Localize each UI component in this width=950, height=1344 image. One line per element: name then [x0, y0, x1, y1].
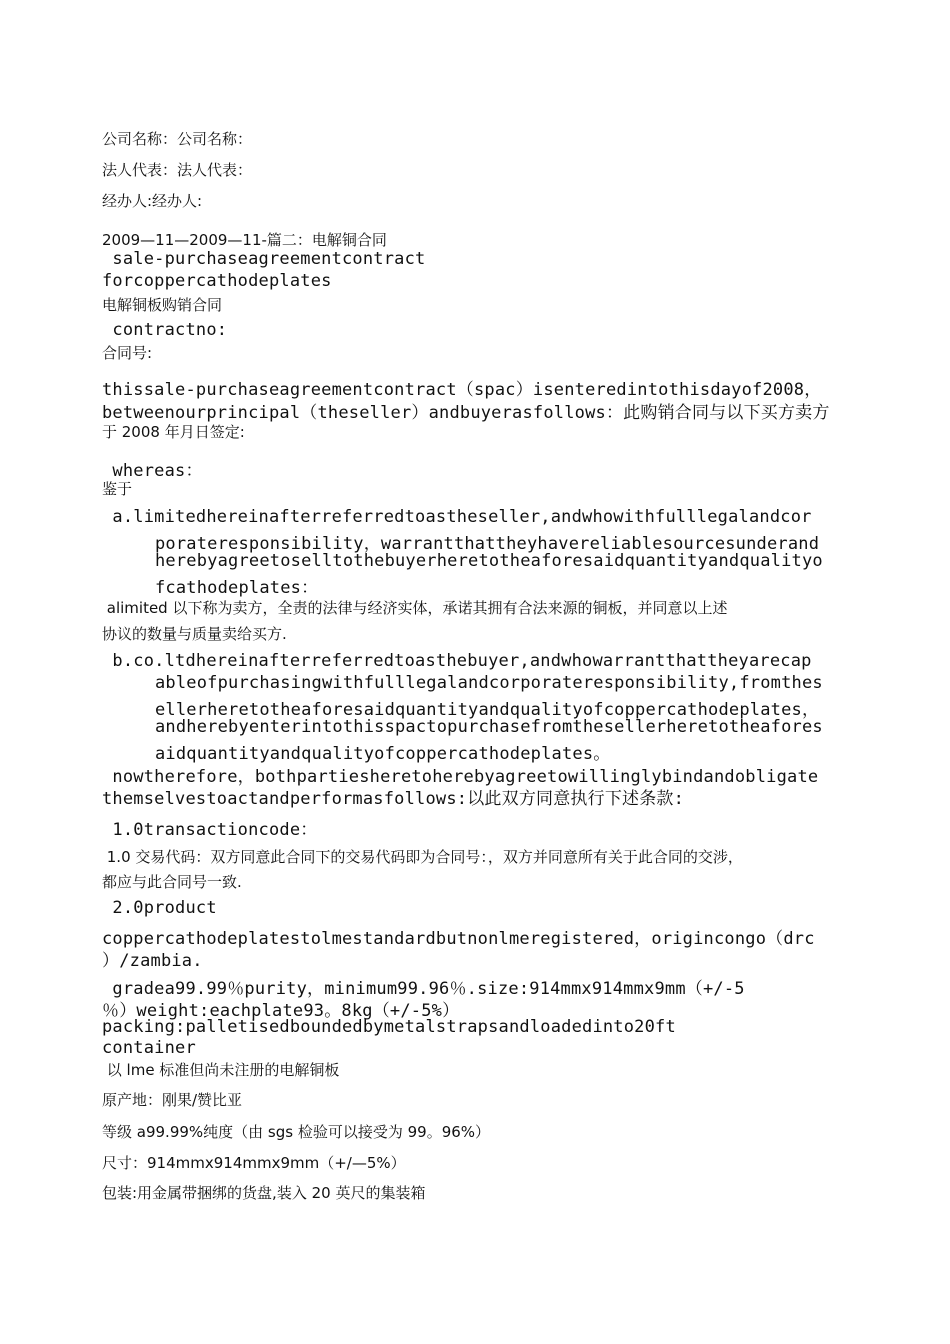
date-line: 2009—11—2009—11-篇二：电解铜合同	[102, 231, 387, 249]
product-line-3: gradea99.99％purity，minimum99.96％.size:914mmx914mmx9mm（+/-5	[102, 979, 745, 999]
english-title-line-2: forcoppercathodeplates	[102, 271, 332, 291]
product-line-2: ）/zambia.	[102, 951, 203, 971]
intro-line-3: 于 2008 年月日签定:	[102, 423, 245, 441]
party-b-en-line-5: aidquantityandqualityofcoppercathodeplates。	[155, 744, 611, 764]
chinese-title: 电解铜板购销合同	[102, 296, 223, 314]
product-line-5: packing:palletisedboundedbymetalstrapsandloadedinto20ft	[102, 1017, 676, 1037]
agent-line: 经办人:经办人:	[102, 192, 203, 210]
party-a-en-line-1: a.limitedhereinafterreferredtoastheseller,andwhowithfulllegalandcor	[102, 507, 812, 527]
section-1-heading: 1.0transactioncode：	[102, 820, 318, 840]
section-1-cn-line-1: 1.0 交易代码：双方同意此合同下的交易代码即为合同号：，双方并同意所有关于此合同的交涉，	[102, 848, 743, 866]
product-cn-line-4: 尺寸：914mmx914mmx9mm（+/—5%）	[102, 1154, 406, 1172]
contract-no-cn: 合同号:	[102, 344, 153, 362]
party-a-en-line-3: herebyagreetoselltothebuyerheretotheaforesaidquantityandqualityo	[155, 551, 823, 571]
product-cn-line-2: 原产地：刚果/赞比亚	[102, 1091, 243, 1109]
whereas-cn: 鉴于	[102, 480, 133, 498]
product-line-4: ％）weight:eachplate93。8kg（+/-5%）	[102, 1001, 460, 1021]
party-b-en-line-3: ellerheretotheaforesaidquantityandqualityofcoppercathodeplates，	[155, 700, 820, 720]
intro-line-1: thissale-purchaseagreementcontract（spac）isenteredintothisdayof2008，	[102, 380, 822, 400]
product-line-6: container	[102, 1038, 196, 1058]
party-a-cn-line-1: alimited 以下称为卖方，全责的法律与经济实体，承诺其拥有合法来源的铜板，并同意以上述	[102, 599, 728, 617]
company-name-line: 公司名称：公司名称：	[102, 130, 253, 148]
product-cn-line-5: 包装:用金属带捆绑的货盘,装入 20 英尺的集装箱	[102, 1184, 426, 1202]
english-title-line-1: sale-purchaseagreementcontract	[102, 249, 426, 269]
party-b-en-line-1: b.co.ltdhereinafterreferredtoasthebuyer,andwhowarrantthattheyarecap	[102, 651, 812, 671]
intro-line-2: betweenourprincipal（theseller）andbuyerasfollows：此购销合同与以下买方卖方	[102, 403, 830, 423]
section-2-heading: 2.0product	[102, 898, 217, 918]
section-1-cn-line-2: 都应与此合同号一致.	[102, 873, 242, 891]
legal-representative-line: 法人代表：法人代表：	[102, 161, 253, 179]
whereas-en: whereas：	[102, 461, 203, 481]
now-therefore-line-1: nowtherefore，bothpartiesheretoherebyagreetowillinglybindandobligate	[102, 767, 819, 787]
product-line-1: coppercathodeplatestolmestandardbutnonlmeregistered，origincongo（drc	[102, 929, 815, 949]
party-b-en-line-4: andherebyenterintothisspactopurchasefromthesellerheretotheafores	[155, 717, 823, 737]
party-a-en-line-2: porateresponsibility，warrantthattheyhavereliablesourcesunderand	[155, 534, 820, 554]
party-b-en-line-2: ableofpurchasingwithfulllegalandcorporateresponsibility,fromthes	[155, 673, 823, 693]
party-a-cn-line-2: 协议的数量与质量卖给买方.	[102, 625, 287, 643]
contract-no-en: contractno:	[102, 320, 228, 340]
product-cn-line-3: 等级 a99.99%纯度（由 sgs 检验可以接受为 99。96%）	[102, 1123, 491, 1141]
party-a-en-line-4: fcathodeplates：	[155, 578, 319, 598]
now-therefore-line-2: themselvestoactandperformasfollows:以此双方同意执行下述条款:	[102, 789, 685, 809]
product-cn-line-1: 以 lme 标准但尚未注册的电解铜板	[102, 1061, 340, 1079]
